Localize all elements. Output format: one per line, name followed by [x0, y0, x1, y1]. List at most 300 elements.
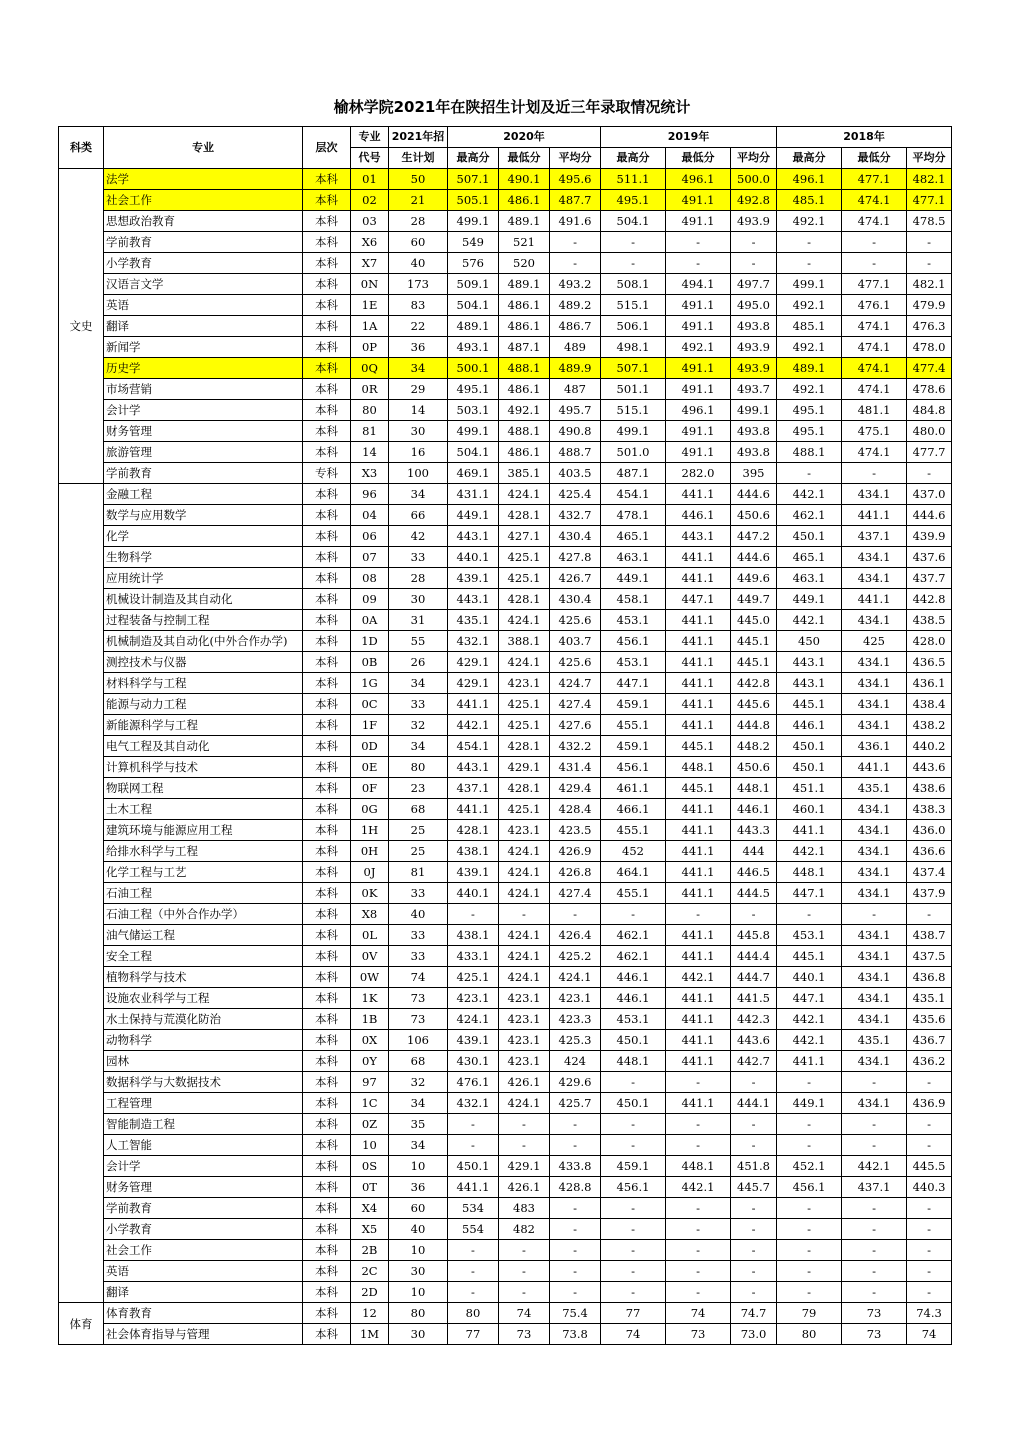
score-cell: 434.1 [842, 820, 907, 841]
plan-cell: 34 [389, 484, 448, 505]
level-cell: 本科 [303, 631, 351, 652]
header-category: 科类 [59, 127, 104, 169]
code-cell: X5 [351, 1219, 389, 1240]
score-cell: 447.1 [666, 589, 731, 610]
score-cell: 77 [448, 1324, 499, 1345]
score-cell: 439.1 [448, 1030, 499, 1051]
score-cell: 474.1 [842, 211, 907, 232]
score-cell: 435.1 [842, 778, 907, 799]
score-cell: 428.1 [499, 736, 550, 757]
table-row [59, 1156, 952, 1177]
score-cell: 463.1 [601, 547, 666, 568]
score-cell: 465.1 [777, 547, 842, 568]
admission-table [58, 126, 952, 1345]
score-cell: 443.6 [731, 1030, 777, 1051]
score-cell: - [907, 1114, 952, 1135]
level-cell: 本科 [303, 484, 351, 505]
score-cell: 447.1 [601, 673, 666, 694]
score-cell: 444 [731, 841, 777, 862]
score-cell: - [550, 1240, 601, 1261]
score-cell: 492.1 [777, 211, 842, 232]
major-cell: 旅游管理 [104, 442, 303, 463]
table-row [59, 1219, 952, 1240]
level-cell: 本科 [303, 1198, 351, 1219]
score-cell: 442.1 [842, 1156, 907, 1177]
score-cell: 463.1 [777, 568, 842, 589]
plan-cell: 68 [389, 799, 448, 820]
score-cell: 482.1 [907, 169, 952, 190]
score-cell: 424.1 [499, 610, 550, 631]
score-cell: 442.1 [777, 1009, 842, 1030]
score-cell: - [907, 904, 952, 925]
major-cell: 测控技术与仪器 [104, 652, 303, 673]
score-cell: 434.1 [842, 1051, 907, 1072]
score-cell: 424.1 [499, 883, 550, 904]
table-row [59, 673, 952, 694]
score-cell: 441.1 [666, 652, 731, 673]
level-cell: 本科 [303, 1156, 351, 1177]
code-cell: 12 [351, 1303, 389, 1324]
table-row [59, 988, 952, 1009]
score-cell: - [907, 232, 952, 253]
plan-cell: 33 [389, 547, 448, 568]
score-cell: 441.1 [666, 946, 731, 967]
score-cell: - [666, 1114, 731, 1135]
score-cell: - [842, 904, 907, 925]
score-cell: 437.7 [907, 568, 952, 589]
score-cell: - [777, 1282, 842, 1303]
score-cell: 489.2 [550, 295, 601, 316]
score-cell: 282.0 [666, 463, 731, 484]
score-cell: 445.5 [907, 1156, 952, 1177]
plan-cell: 173 [389, 274, 448, 295]
table-row [59, 379, 952, 400]
score-cell: 445.1 [731, 631, 777, 652]
score-cell: 441.1 [666, 862, 731, 883]
code-cell: 1A [351, 316, 389, 337]
score-cell: 576 [448, 253, 499, 274]
level-cell: 本科 [303, 883, 351, 904]
major-cell: 学前教育 [104, 463, 303, 484]
score-cell: 437.9 [907, 883, 952, 904]
score-cell: 442.1 [666, 967, 731, 988]
score-cell: 427.1 [499, 526, 550, 547]
level-cell: 本科 [303, 1240, 351, 1261]
score-cell: 452 [601, 841, 666, 862]
score-cell: 455.1 [601, 883, 666, 904]
score-cell: 445.1 [777, 946, 842, 967]
major-cell: 建筑环境与能源应用工程 [104, 820, 303, 841]
score-cell: - [601, 232, 666, 253]
score-cell: 474.1 [842, 358, 907, 379]
major-cell: 英语 [104, 295, 303, 316]
score-cell: - [842, 253, 907, 274]
score-cell: 495.1 [448, 379, 499, 400]
score-cell: - [666, 1072, 731, 1093]
level-cell: 本科 [303, 169, 351, 190]
score-cell: 456.1 [777, 1177, 842, 1198]
level-cell: 本科 [303, 211, 351, 232]
score-cell: 444.5 [731, 883, 777, 904]
code-cell: 0R [351, 379, 389, 400]
table-row [59, 505, 952, 526]
plan-cell: 29 [389, 379, 448, 400]
score-cell: 430.4 [550, 589, 601, 610]
score-cell: 449.1 [448, 505, 499, 526]
score-cell: 441.1 [666, 673, 731, 694]
code-cell: 0D [351, 736, 389, 757]
score-cell: 441.1 [666, 568, 731, 589]
table-row [59, 694, 952, 715]
code-cell: 0Y [351, 1051, 389, 1072]
major-cell: 机械制造及其自动化(中外合作办学) [104, 631, 303, 652]
score-cell: 438.3 [907, 799, 952, 820]
score-cell: 445.7 [731, 1177, 777, 1198]
score-cell: 441.1 [666, 631, 731, 652]
code-cell: 14 [351, 442, 389, 463]
score-cell: 450.1 [777, 526, 842, 547]
score-cell: 501.0 [601, 442, 666, 463]
score-cell: 486.1 [499, 316, 550, 337]
score-cell: 426.1 [499, 1177, 550, 1198]
score-cell: 425.1 [448, 967, 499, 988]
score-cell: 434.1 [842, 652, 907, 673]
table-row [59, 211, 952, 232]
score-cell: 423.5 [550, 820, 601, 841]
score-cell: 395 [731, 463, 777, 484]
score-cell: 431.4 [550, 757, 601, 778]
score-cell: 449.7 [731, 589, 777, 610]
score-cell: 451.8 [731, 1156, 777, 1177]
score-cell: 426.1 [499, 1072, 550, 1093]
score-cell: 445.6 [731, 694, 777, 715]
plan-cell: 33 [389, 883, 448, 904]
major-cell: 社会工作 [104, 1240, 303, 1261]
major-cell: 机械设计制造及其自动化 [104, 589, 303, 610]
score-cell: 480.0 [907, 421, 952, 442]
score-cell: 443.1 [666, 526, 731, 547]
score-cell: 437.1 [842, 1177, 907, 1198]
major-cell: 过程装备与控制工程 [104, 610, 303, 631]
score-cell: - [499, 1135, 550, 1156]
major-cell: 财务管理 [104, 421, 303, 442]
score-cell: - [499, 1240, 550, 1261]
major-cell: 会计学 [104, 1156, 303, 1177]
score-cell: - [499, 1282, 550, 1303]
major-cell: 数据科学与大数据技术 [104, 1072, 303, 1093]
score-cell: 493.9 [731, 211, 777, 232]
score-cell: 403.7 [550, 631, 601, 652]
score-cell: 441.1 [777, 1051, 842, 1072]
score-cell: 443.1 [448, 526, 499, 547]
level-cell: 本科 [303, 400, 351, 421]
score-cell: - [666, 1198, 731, 1219]
score-cell: - [777, 904, 842, 925]
plan-cell: 21 [389, 190, 448, 211]
score-cell: - [731, 232, 777, 253]
score-cell: 437.1 [842, 526, 907, 547]
score-cell: 442.1 [777, 484, 842, 505]
plan-cell: 28 [389, 211, 448, 232]
major-cell: 材料科学与工程 [104, 673, 303, 694]
code-cell: 0J [351, 862, 389, 883]
major-cell: 水土保持与荒漠化防治 [104, 1009, 303, 1030]
major-cell: 人工智能 [104, 1135, 303, 1156]
major-cell: 能源与动力工程 [104, 694, 303, 715]
score-cell: 74 [601, 1324, 666, 1345]
score-cell: 435.1 [907, 988, 952, 1009]
score-cell: 499.1 [448, 211, 499, 232]
table-row [59, 568, 952, 589]
score-cell: 460.1 [777, 799, 842, 820]
score-cell: 434.1 [842, 946, 907, 967]
score-cell: 445.1 [777, 694, 842, 715]
score-cell: 440.1 [448, 547, 499, 568]
code-cell: X6 [351, 232, 389, 253]
plan-cell: 32 [389, 715, 448, 736]
level-cell: 本科 [303, 1324, 351, 1345]
score-cell: - [842, 1282, 907, 1303]
score-cell: 515.1 [601, 400, 666, 421]
score-cell: 495.6 [550, 169, 601, 190]
score-cell: 445.1 [666, 778, 731, 799]
level-cell: 本科 [303, 568, 351, 589]
score-cell: - [842, 1261, 907, 1282]
major-cell: 学前教育 [104, 1198, 303, 1219]
score-cell: 73 [499, 1324, 550, 1345]
code-cell: 0C [351, 694, 389, 715]
score-cell: - [448, 904, 499, 925]
score-cell: 492.1 [666, 337, 731, 358]
level-cell: 本科 [303, 526, 351, 547]
score-cell: 486.1 [499, 442, 550, 463]
score-cell: 423.1 [499, 820, 550, 841]
score-cell: 425.7 [550, 1093, 601, 1114]
plan-cell: 83 [389, 295, 448, 316]
score-cell: 427.4 [550, 694, 601, 715]
score-cell: 427.6 [550, 715, 601, 736]
score-cell: 425.1 [499, 715, 550, 736]
table-body [59, 169, 952, 1345]
table-row [59, 841, 952, 862]
score-cell: 438.4 [907, 694, 952, 715]
score-cell: 451.1 [777, 778, 842, 799]
level-cell: 本科 [303, 1261, 351, 1282]
score-cell: 428.1 [448, 820, 499, 841]
level-cell: 本科 [303, 715, 351, 736]
score-cell: 434.1 [842, 799, 907, 820]
score-cell: - [448, 1135, 499, 1156]
code-cell: 0N [351, 274, 389, 295]
score-cell: 442.8 [731, 673, 777, 694]
score-cell: 493.8 [731, 316, 777, 337]
score-cell: 441.1 [448, 799, 499, 820]
plan-cell: 22 [389, 316, 448, 337]
header-min-2019: 最低分 [666, 148, 731, 169]
header-min-2018: 最低分 [842, 148, 907, 169]
code-cell: 04 [351, 505, 389, 526]
score-cell: 74.3 [907, 1303, 952, 1324]
score-cell: 459.1 [601, 694, 666, 715]
score-cell: 449.1 [601, 568, 666, 589]
code-cell: 80 [351, 400, 389, 421]
score-cell: 425.6 [550, 610, 601, 631]
score-cell: - [666, 253, 731, 274]
score-cell: - [601, 253, 666, 274]
level-cell: 本科 [303, 673, 351, 694]
score-cell: 521 [499, 232, 550, 253]
plan-cell: 32 [389, 1072, 448, 1093]
table-row [59, 1282, 952, 1303]
table-row [59, 715, 952, 736]
score-cell: 424.1 [499, 862, 550, 883]
score-cell: 475.1 [842, 421, 907, 442]
score-cell: 476.1 [842, 295, 907, 316]
score-cell: - [777, 232, 842, 253]
score-cell: 436.1 [907, 673, 952, 694]
score-cell: 423.3 [550, 1009, 601, 1030]
score-cell: 505.1 [448, 190, 499, 211]
score-cell: - [731, 1072, 777, 1093]
score-cell: 454.1 [448, 736, 499, 757]
score-cell: 479.9 [907, 295, 952, 316]
code-cell: 1M [351, 1324, 389, 1345]
table-row [59, 1009, 952, 1030]
score-cell: 474.1 [842, 316, 907, 337]
score-cell: 425.1 [499, 694, 550, 715]
score-cell: 554 [448, 1219, 499, 1240]
table-row [59, 967, 952, 988]
score-cell: 506.1 [601, 316, 666, 337]
major-cell: 动物科学 [104, 1030, 303, 1051]
code-cell: 2D [351, 1282, 389, 1303]
score-cell: 428.0 [907, 631, 952, 652]
score-cell: 499.1 [777, 274, 842, 295]
score-cell: 423.1 [499, 988, 550, 1009]
score-cell: 432.1 [448, 631, 499, 652]
table-row [59, 904, 952, 925]
table-row [59, 1324, 952, 1345]
score-cell: 434.1 [842, 841, 907, 862]
level-cell: 本科 [303, 946, 351, 967]
score-cell: 444.6 [731, 484, 777, 505]
score-cell: 441.1 [666, 1093, 731, 1114]
score-cell: - [842, 232, 907, 253]
level-cell: 本科 [303, 988, 351, 1009]
score-cell: 448.1 [601, 1051, 666, 1072]
score-cell: - [666, 904, 731, 925]
major-cell: 思想政治教育 [104, 211, 303, 232]
score-cell: 492.1 [777, 379, 842, 400]
score-cell: - [731, 253, 777, 274]
level-cell: 本科 [303, 253, 351, 274]
table-row [59, 862, 952, 883]
header-max-2020: 最高分 [448, 148, 499, 169]
score-cell: 501.1 [601, 379, 666, 400]
score-cell: - [842, 1219, 907, 1240]
header-code: 专业 [351, 127, 389, 148]
score-cell: 74.7 [731, 1303, 777, 1324]
score-cell: - [842, 1198, 907, 1219]
table-row [59, 1093, 952, 1114]
score-cell: 74 [499, 1303, 550, 1324]
score-cell: - [842, 463, 907, 484]
score-cell: - [550, 232, 601, 253]
score-cell: 489.1 [777, 358, 842, 379]
plan-cell: 60 [389, 232, 448, 253]
plan-cell: 50 [389, 169, 448, 190]
score-cell: 79 [777, 1303, 842, 1324]
plan-cell: 31 [389, 610, 448, 631]
major-cell: 社会体育指导与管理 [104, 1324, 303, 1345]
plan-cell: 25 [389, 841, 448, 862]
score-cell: 493.7 [731, 379, 777, 400]
score-cell: 486.1 [499, 379, 550, 400]
score-cell: 443.1 [448, 757, 499, 778]
score-cell: 458.1 [601, 589, 666, 610]
score-cell: 441.1 [842, 757, 907, 778]
score-cell: 491.6 [550, 211, 601, 232]
major-cell: 土木工程 [104, 799, 303, 820]
score-cell: 438.5 [907, 610, 952, 631]
table-row [59, 253, 952, 274]
table-row [59, 1114, 952, 1135]
score-cell: 489.1 [448, 316, 499, 337]
major-cell: 计算机科学与技术 [104, 757, 303, 778]
score-cell: - [907, 1261, 952, 1282]
major-cell: 园林 [104, 1051, 303, 1072]
score-cell: - [499, 904, 550, 925]
score-cell: - [777, 1261, 842, 1282]
code-cell: 1B [351, 1009, 389, 1030]
major-cell: 智能制造工程 [104, 1114, 303, 1135]
plan-cell: 106 [389, 1030, 448, 1051]
code-cell: 0X [351, 1030, 389, 1051]
code-cell: X3 [351, 463, 389, 484]
major-cell: 给排水科学与工程 [104, 841, 303, 862]
major-cell: 会计学 [104, 400, 303, 421]
score-cell: 493.2 [550, 274, 601, 295]
table-row [59, 1198, 952, 1219]
code-cell: 96 [351, 484, 389, 505]
major-cell: 市场营销 [104, 379, 303, 400]
score-cell: 425.1 [499, 568, 550, 589]
score-cell: 425.1 [499, 547, 550, 568]
score-cell: 437.5 [907, 946, 952, 967]
score-cell: - [601, 1072, 666, 1093]
level-cell: 本科 [303, 778, 351, 799]
score-cell: 454.1 [601, 484, 666, 505]
score-cell: 474.1 [842, 379, 907, 400]
score-cell: 436.5 [907, 652, 952, 673]
score-cell: - [842, 1072, 907, 1093]
score-cell: 504.1 [448, 295, 499, 316]
score-cell: - [666, 1219, 731, 1240]
plan-cell: 42 [389, 526, 448, 547]
score-cell: - [842, 1135, 907, 1156]
score-cell: 493.8 [731, 421, 777, 442]
header-max-2018: 最高分 [777, 148, 842, 169]
score-cell: 438.2 [907, 715, 952, 736]
score-cell: 442.1 [777, 841, 842, 862]
score-cell: 474.1 [842, 442, 907, 463]
score-cell: - [907, 1219, 952, 1240]
score-cell: 500.1 [448, 358, 499, 379]
score-cell: 425.1 [499, 799, 550, 820]
major-cell: 财务管理 [104, 1177, 303, 1198]
score-cell: 497.7 [731, 274, 777, 295]
score-cell: 464.1 [601, 862, 666, 883]
